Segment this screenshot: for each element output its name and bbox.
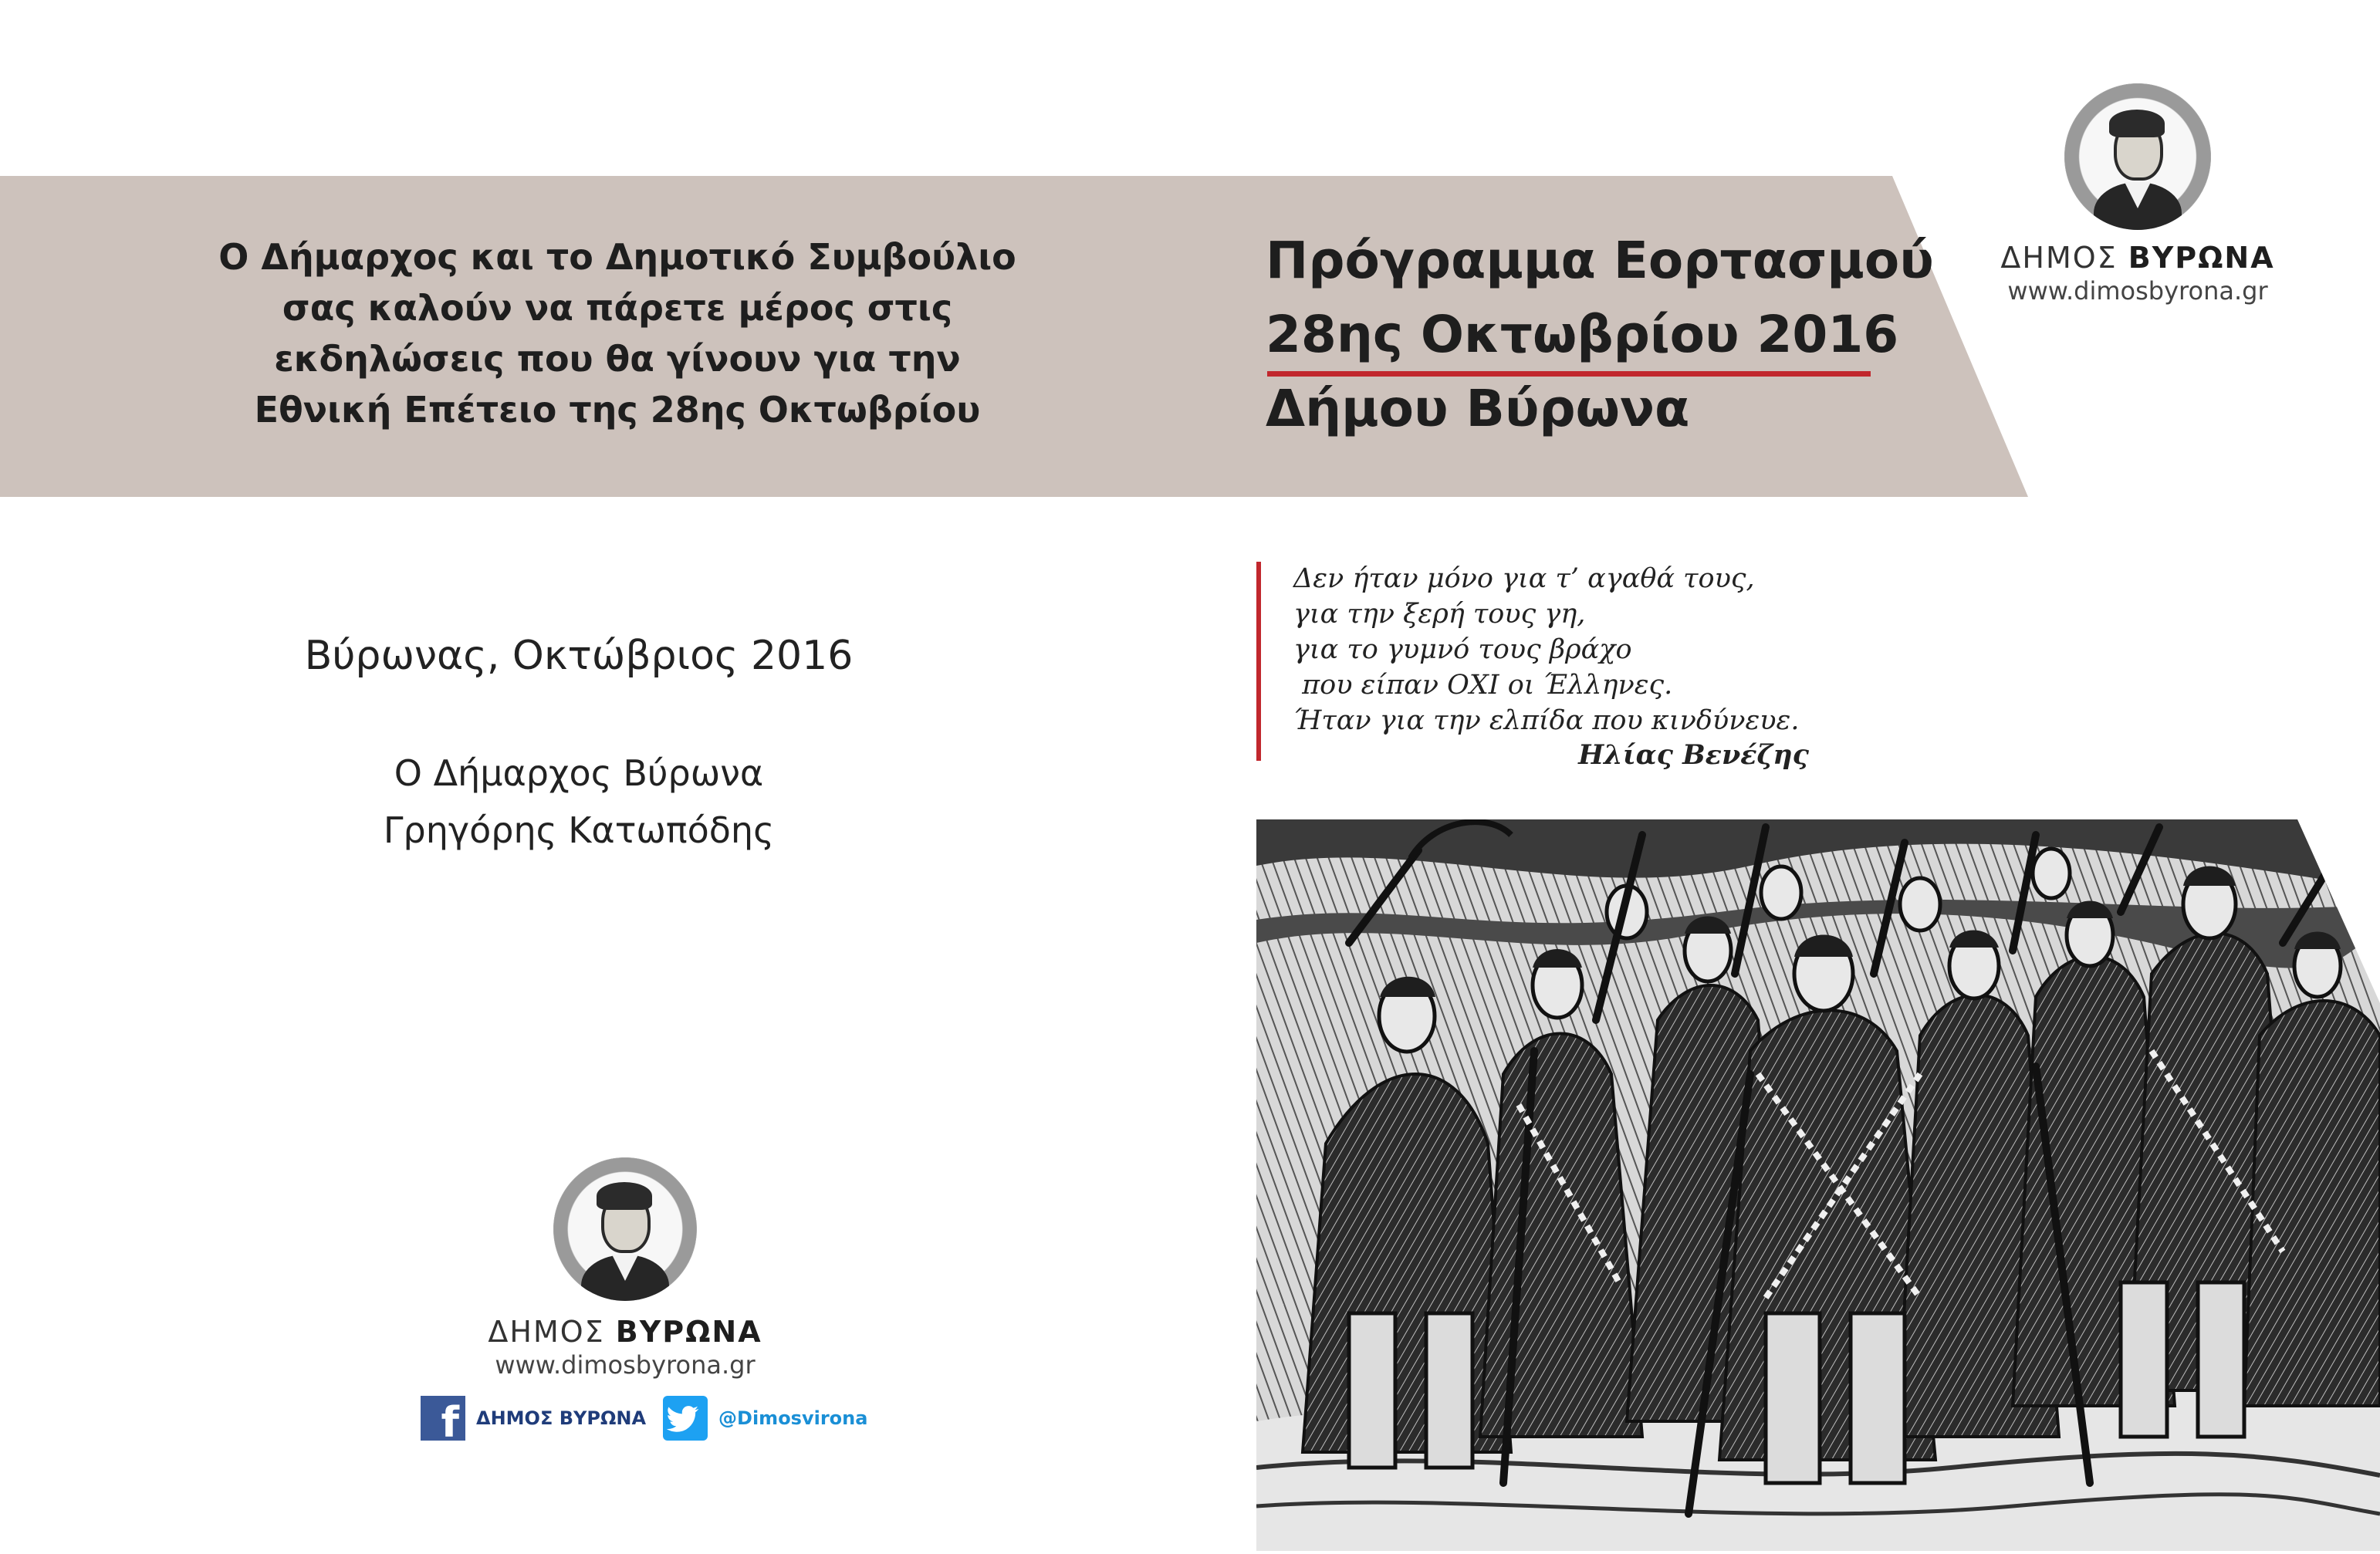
- program-title-line: Δήμου Βύρωνα: [1266, 379, 1690, 438]
- logo-url[interactable]: www.dimosbyrona.gr: [495, 1350, 756, 1380]
- quote-author: Ηλίας Βενέζης: [1578, 739, 1809, 771]
- invitation-line: σας καλούν να πάρετε μέρος στις: [282, 287, 953, 329]
- signature-block: [232, 745, 926, 859]
- signature-name: Γρηγόρης Κατωπόδης: [383, 809, 775, 851]
- quote-line: για την ξερή τους γη,: [1293, 599, 1586, 630]
- byron-portrait-icon: [2064, 83, 2211, 230]
- invitation-line: Ο Δήμαρχος και το Δημοτικό Συμβούλιο: [218, 236, 1016, 278]
- quote-line: για το γυμνό τους βράχο: [1293, 634, 1632, 665]
- facebook-icon: f: [421, 1396, 465, 1441]
- logo-name: [471, 1315, 779, 1349]
- invitation-line: Εθνική Επέτειο της 28ης Οκτωβρίου: [254, 389, 981, 431]
- poem-quote: [1293, 561, 1911, 738]
- social-links: [421, 1395, 884, 1447]
- logo-name-bold: ΒΥΡΩΝΑ: [615, 1315, 762, 1349]
- program-title-line: 28ης Οκτωβρίου 2016: [1266, 305, 1899, 364]
- quote-accent-bar: [1256, 562, 1261, 761]
- twitter-label[interactable]: @Dimosvirona: [718, 1407, 868, 1429]
- municipality-logo-top[interactable]: [1983, 83, 2292, 306]
- logo-name-light: ΔΗΜΟΣ: [488, 1315, 605, 1349]
- facebook-label[interactable]: ΔΗΜΟΣ ΒΥΡΩΝΑ: [476, 1407, 647, 1429]
- invitation-text: [193, 231, 1042, 435]
- twitter-icon: [663, 1396, 708, 1441]
- place-date: Βύρωνας, Οκτώβριος 2016: [304, 633, 854, 679]
- woodcut-illustration: [1256, 819, 2380, 1551]
- logo-url[interactable]: www.dimosbyrona.gr: [2007, 276, 2268, 306]
- municipality-logo-bottom[interactable]: [471, 1157, 779, 1380]
- twitter-link[interactable]: [663, 1396, 867, 1441]
- program-title: [1266, 224, 1934, 446]
- byron-portrait-icon: [553, 1157, 697, 1301]
- invitation-line: εκδηλώσεις που θα γίνουν για την: [274, 338, 961, 380]
- signature-title: Ο Δήμαρχος Βύρωνα: [394, 752, 764, 794]
- program-title-line: Πρόγραμμα Εορτασμού: [1266, 231, 1934, 290]
- quote-line: Δεν ήταν μόνο για τ’ αγαθά τους,: [1293, 563, 1755, 594]
- title-underline: [1267, 371, 1871, 377]
- quote-line: Ήταν για την ελπίδα που κινδύνευε.: [1293, 705, 1800, 736]
- soldiers-illustration-icon: [1256, 819, 2380, 1551]
- facebook-link[interactable]: [421, 1396, 647, 1447]
- logo-name-light: ΔΗΜΟΣ: [2000, 241, 2118, 275]
- logo-name-bold: ΒΥΡΩΝΑ: [2128, 241, 2275, 275]
- quote-line: που είπαν ΟΧΙ οι Έλληνες.: [1293, 670, 1673, 701]
- logo-name: [1983, 241, 2292, 275]
